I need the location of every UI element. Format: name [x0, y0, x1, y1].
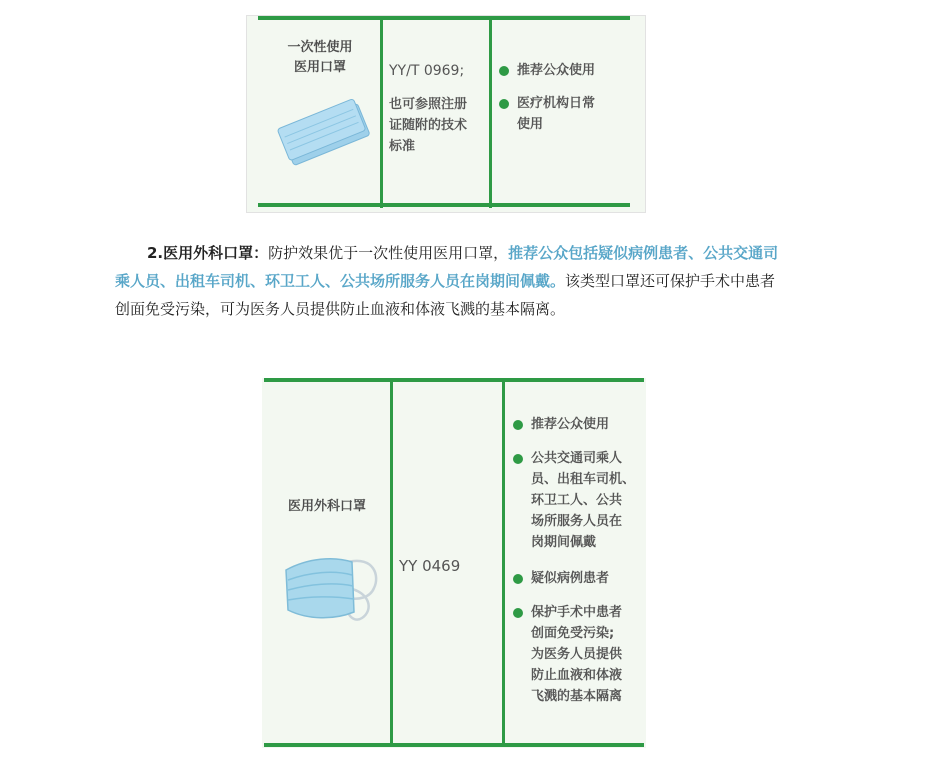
table2-bottom-rule: [264, 743, 644, 747]
table2-col-divider-2: [502, 378, 505, 746]
table2-bullet-line: 推荐公众使用: [531, 417, 610, 432]
table1-bullet-1: [517, 60, 595, 81]
table1-standard-note: [389, 94, 467, 157]
table1-bullet-dot: [499, 66, 509, 76]
table2-bullet-line: 岗期间佩戴: [531, 535, 597, 550]
table2-bullet-line: 创面免受污染;: [531, 626, 615, 641]
table1-label-line: 医用口罩: [293, 60, 346, 75]
table1-bullet-dot: [499, 99, 509, 109]
table2-bullet-2: [531, 448, 635, 553]
table2-bullet-line: 公共交通司乘人: [531, 451, 623, 466]
table2-bullet-4: [531, 602, 622, 707]
table1-col-divider-1: [380, 16, 383, 208]
paragraph-text-after: 该类型口罩还可保护手术中患者创面免受污染，可为医务人员提供防止血液和体液飞溅的基本隔离。: [115, 272, 776, 318]
table2-bullet-line: 防止血液和体液: [531, 668, 623, 683]
table1-bullet-line: 推荐公众使用: [517, 63, 596, 78]
table2-col-divider-1: [390, 378, 393, 746]
table2-bullet-1: [531, 414, 609, 435]
table1-bottom-rule: [258, 203, 630, 207]
surgical-mask-paragraph: [115, 239, 779, 323]
table1-bullet-line: 使用: [517, 117, 544, 132]
table1-note-line: 标准: [389, 139, 416, 154]
table2-bullet-line: 场所服务人员在: [531, 514, 623, 529]
table2-bullet-3: [531, 568, 609, 589]
disposable-mask-icon: [276, 98, 372, 168]
table1-label-line: 一次性使用: [287, 40, 353, 55]
table2-bullet-dot: [513, 608, 523, 618]
paragraph-highlight: 推荐公众包括疑似病例患者、公共交通司乘人员、出租车司机、环卫工人、公共场所服务人员在岗期间佩戴。: [115, 244, 779, 290]
table1-note-line: 也可参照注册: [389, 97, 468, 112]
table2-standard: YY 0469: [399, 557, 461, 575]
table2-bullet-line: 疑似病例患者: [531, 571, 610, 586]
table2-bullet-dot: [513, 420, 523, 430]
table1-standard: YY/T 0969;: [389, 63, 465, 79]
table1-bullet-2: [517, 93, 595, 135]
surgical-mask-icon: [278, 548, 384, 628]
table2-bullet-line: 环卫工人、公共: [531, 493, 623, 508]
table1-note-line: 证随附的技术: [389, 118, 468, 133]
table1-bullet-line: 医疗机构日常: [517, 96, 596, 111]
table2-top-rule: [264, 378, 644, 382]
table1-top-rule: [258, 16, 630, 20]
table2-bullet-line: 保护手术中患者: [531, 605, 623, 620]
table1-mask-label: [268, 38, 372, 78]
table2-mask-label: 医用外科口罩: [287, 499, 366, 514]
table2-bullet-dot: [513, 454, 523, 464]
table1-col-divider-2: [489, 16, 492, 208]
table2-bullet-line: 为医务人员提供: [531, 647, 623, 662]
table2-bullet-line: 飞溅的基本隔离: [531, 689, 623, 704]
paragraph-text-before: 防护效果优于一次性使用医用口罩，: [268, 244, 509, 262]
paragraph-heading: 2.医用外科口罩：: [147, 244, 269, 262]
table2-bullet-line: 员、出租车司机、: [531, 472, 636, 487]
table2-bullet-dot: [513, 574, 523, 584]
